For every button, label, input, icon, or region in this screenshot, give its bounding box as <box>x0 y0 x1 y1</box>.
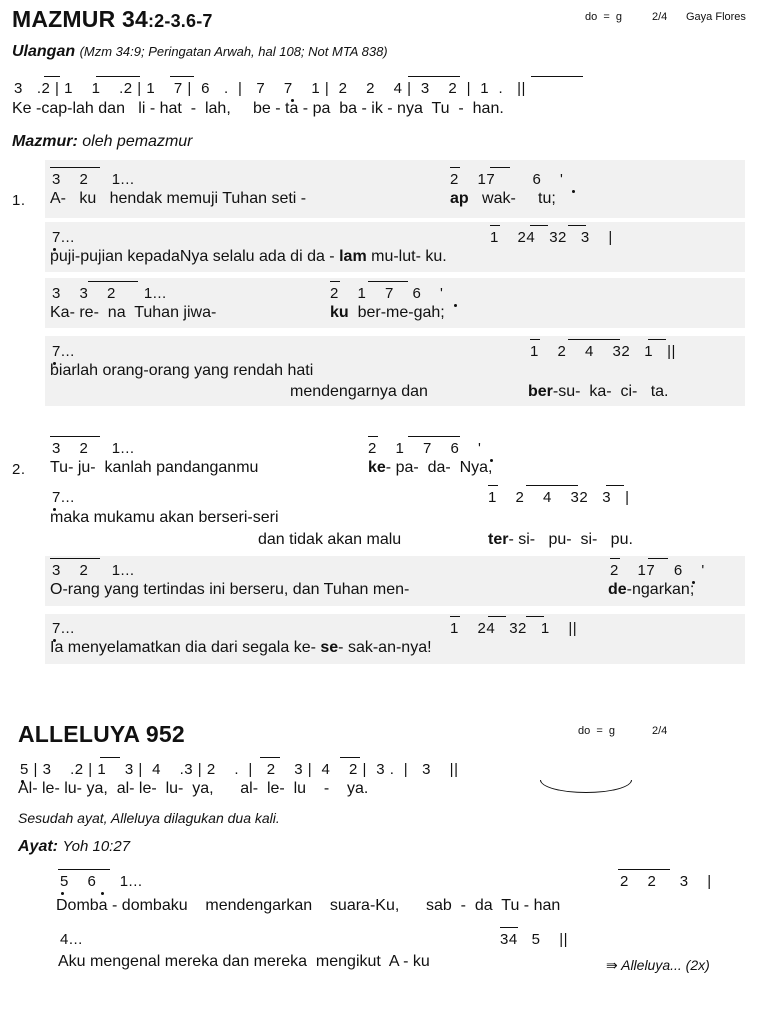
alleluya-title: ALLELUYA 952 <box>18 721 185 747</box>
beam <box>648 339 666 340</box>
ulangan-heading: Ulangan (Mzm 34:9; Peringatan Arwah, hal 108; Not MTA 838) <box>12 43 388 60</box>
psalm-time-signature: 2/4 <box>652 11 668 23</box>
low-octave-dot <box>61 892 64 895</box>
ayat-l2-notes-a: 4... <box>60 931 83 948</box>
v2-l3-lyrics: O-rang yang tertindas ini berseru, dan Tuhan men- <box>50 581 410 598</box>
v1-l2-notes-a: 7... <box>52 229 75 246</box>
beam <box>408 436 460 437</box>
beam <box>490 167 510 168</box>
v2-l3-notes-a: 3 2 1... <box>52 562 135 579</box>
beam <box>260 757 280 758</box>
v1-l1-lyrics-end: ap wak- tu; <box>450 190 556 207</box>
v1-l3-notes-a: 3 3 2 1... <box>52 285 167 302</box>
beam <box>408 76 460 77</box>
beam <box>500 927 518 928</box>
v2-l2-notes-a: 7... <box>52 489 75 506</box>
beam <box>530 339 540 340</box>
v2-l2-notes-b: 1 2 4 32 3 | <box>488 489 630 506</box>
v1-l4-lyrics-end: ber-su- ka- ci- ta. <box>528 383 669 400</box>
beam <box>610 558 620 559</box>
beam <box>368 436 378 437</box>
beam <box>88 281 138 282</box>
v1-l1-notes-b: 2 17 6 ' <box>450 171 564 188</box>
beam <box>618 869 670 870</box>
ulangan-lyrics: Ke -cap-lah dan li - hat - lah, be - ta - pa ba - ik - nya Tu - han. <box>12 100 504 117</box>
ayat-l1-lyrics: Domba - dombaku mendengarkan suara-Ku, sab - da Tu - han <box>56 897 561 914</box>
v1-l3-notes-b: 2 1 7 6 ' <box>330 285 444 302</box>
beam <box>96 76 140 77</box>
v2-l4-notes-b: 1 24 32 1 || <box>450 620 578 637</box>
v2-l2-lyrics-end: ter- si- pu- si- pu. <box>488 531 633 548</box>
alleluya-key: do = g <box>578 725 616 737</box>
slur-tie <box>540 780 632 793</box>
beam <box>170 76 194 77</box>
beam <box>100 757 120 758</box>
ulangan-notes: 3 .2 | 1 1 .2 | 1 7 | 6 . | 7 7 1 | 2 2 4 | 3 2 | 1 . || <box>14 80 526 97</box>
v1-l2-lyrics: puji-pujian kepadaNya selalu ada di da - lam mu-lut- ku. <box>50 248 447 265</box>
beam <box>50 558 100 559</box>
beam <box>526 616 544 617</box>
v1-l3-lyrics: Ka- re- na Tuhan jiwa- <box>50 304 217 321</box>
verse1-line1-shade <box>45 160 745 218</box>
beam <box>450 167 460 168</box>
v1-l4-notes-a: 7... <box>52 343 75 360</box>
v1-l3-lyrics-end: ku ber-me-gah; <box>330 304 445 321</box>
alleluya-lyrics: Al- le- lu- ya, al- le- lu- ya, al- le- lu - ya. <box>18 780 369 797</box>
alleluya-instruction: Sesudah ayat, Alleluya dilagukan dua kali. <box>18 810 280 826</box>
verse1-number: 1. <box>12 192 26 209</box>
v2-l3-notes-b: 2 17 6 ' <box>610 562 705 579</box>
v1-l4-notes-b: 1 2 4 32 1 || <box>530 343 676 360</box>
psalm-key: do = g <box>585 11 623 23</box>
v2-l1-notes-a: 3 2 1... <box>52 440 135 457</box>
v1-l2-notes-b: 1 24 32 3 | <box>490 229 613 246</box>
beam <box>58 869 110 870</box>
v2-l1-lyrics: Tu- ju- kanlah pandanganmu <box>50 459 259 476</box>
beam <box>530 225 548 226</box>
ayat-l1-notes-a: 5 6 1... <box>60 873 143 890</box>
ayat-l1-notes-b: 2 2 3 | <box>620 873 712 890</box>
v2-l3-lyrics-end: de-ngarkan; <box>608 581 695 598</box>
low-octave-dot <box>572 190 575 193</box>
beam <box>606 485 624 486</box>
beam <box>526 485 578 486</box>
ayat-l2-lyrics: Aku mengenal mereka dan mereka mengikut A - ku <box>58 953 430 970</box>
beam <box>488 616 506 617</box>
psalm-composer: Gaya Flores <box>686 11 746 23</box>
psalm-title: MAZMUR 34:2-3.6-7 <box>12 6 213 32</box>
beam <box>648 558 668 559</box>
beam <box>488 485 498 486</box>
beam <box>44 76 60 77</box>
v1-l1-lyrics: A- ku hendak memuji Tuhan seti - <box>50 190 307 207</box>
beam <box>531 76 583 77</box>
v2-l1-notes-b: 2 1 7 6 ' <box>368 440 482 457</box>
alleluya-time-signature: 2/4 <box>652 725 668 737</box>
beam <box>490 225 500 226</box>
beam <box>368 281 408 282</box>
mazmur-heading: Mazmur: oleh pemazmur <box>12 133 193 150</box>
v2-l4-notes-a: 7... <box>52 620 75 637</box>
ayat-l2-notes-b: 34 5 || <box>500 931 568 948</box>
v2-l4-lyrics: Ia menyelamatkan dia dari segala ke- se- sak-an-nya! <box>50 639 432 656</box>
v2-l1-lyrics-end: ke- pa- da- Nya, <box>368 459 493 476</box>
alleluya-notes: 5 | 3 .2 | 1 3 | 4 .3 | 2 . | 2 3 | 4 2 | 3 . | 3 || <box>20 761 459 778</box>
beam <box>50 167 100 168</box>
beam <box>330 281 340 282</box>
v2-l2-lyrics: maka mukamu akan berseri-seri <box>50 509 279 526</box>
v1-l4-lyrics-2: mendengarnya dan <box>290 383 428 400</box>
beam <box>340 757 360 758</box>
beam <box>568 225 586 226</box>
v1-l4-lyrics: biarlah orang-orang yang rendah hati <box>50 362 314 379</box>
ayat-heading: Ayat: Yoh 10:27 <box>18 838 131 855</box>
v2-l2-lyrics-2: dan tidak akan malu <box>258 531 402 548</box>
beam <box>50 436 100 437</box>
verse2-number: 2. <box>12 461 26 478</box>
v1-l1-notes-a: 3 2 1... <box>52 171 135 188</box>
repeat-alleluya-note: ⇛ Alleluya... (2x) <box>606 957 710 973</box>
beam <box>568 339 620 340</box>
low-octave-dot <box>101 892 104 895</box>
low-octave-dot <box>454 304 457 307</box>
beam <box>450 616 460 617</box>
